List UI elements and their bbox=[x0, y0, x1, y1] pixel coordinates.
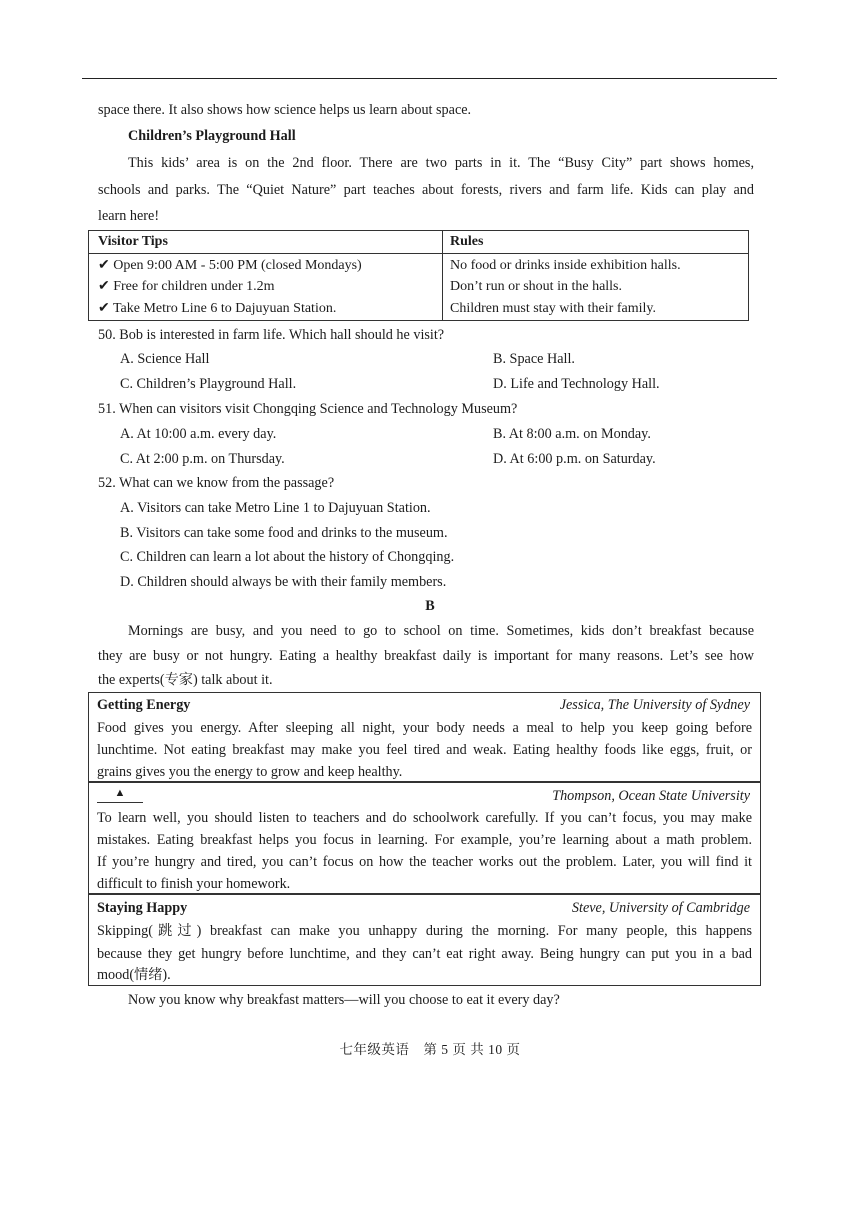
option-b[interactable]: B. At 8:00 a.m. on Monday. bbox=[493, 426, 651, 442]
expert-text-line: mood(情绪). bbox=[97, 967, 171, 983]
heading-blank: ▲ bbox=[97, 786, 143, 803]
option-b[interactable]: B. Visitors can take some food and drinks to the museum. bbox=[120, 525, 448, 541]
table-cell-rule: Don’t run or shout in the halls. bbox=[450, 279, 623, 294]
question-stem: 52. What can we know from the passage? bbox=[98, 475, 335, 491]
expert-text-line: because they get hungry before lunchtime, and they can’t eat right away. Being hungry can put you in a bad bbox=[97, 946, 752, 962]
section-b-intro-line: they are busy or not hungry. Eating a healthy breakfast daily is important for many reasons. Let’s see how bbox=[98, 648, 754, 664]
expert-box-focus bbox=[88, 782, 761, 894]
section-b-intro-line: the experts(专家) talk about it. bbox=[98, 672, 273, 688]
hall-paragraph-line: This kids’ area is on the 2nd floor. There are two parts in it. The “Busy City” part shows homes, bbox=[128, 155, 754, 171]
table-cell-rule: Children must stay with their family. bbox=[450, 301, 656, 316]
expert-text-line: lunchtime. Not eating breakfast may make you feel tired and weak. Eating healthy foods like eggs, fruit, or bbox=[97, 742, 752, 758]
hall-paragraph-line: learn here! bbox=[98, 208, 160, 224]
option-a[interactable]: A. Science Hall bbox=[120, 351, 210, 367]
option-d[interactable]: D. Children should always be with their family members. bbox=[120, 574, 447, 590]
option-b[interactable]: B. Space Hall. bbox=[493, 351, 575, 367]
table-header-rules: Rules bbox=[450, 234, 484, 249]
section-b-label: B bbox=[425, 598, 435, 614]
table-column-divider bbox=[442, 231, 443, 320]
expert-text-line: mistakes. Eating breakfast helps you focus in learning. For example, you’re learning about a math problem. bbox=[97, 832, 752, 848]
expert-text-line: difficult to finish your homework. bbox=[97, 876, 291, 892]
expert-heading: Getting Energy bbox=[97, 697, 191, 713]
expert-text-line: To learn well, you should listen to teachers and do schoolwork carefully. If you can’t focus, you may make bbox=[97, 810, 752, 826]
option-d[interactable]: D. At 6:00 p.m. on Saturday. bbox=[493, 451, 656, 467]
expert-author: Thompson, Ocean State University bbox=[552, 788, 750, 804]
expert-text-line: Skipping(跳过) breakfast can make you unhappy during the morning. For many people, this happens bbox=[97, 923, 752, 939]
hall-title: Children’s Playground Hall bbox=[128, 128, 296, 144]
hall-paragraph-line: schools and parks. The “Quiet Nature” part teaches about forests, rivers and farm life. Kids can play and bbox=[98, 182, 754, 198]
table-cell-tip: ✔ Take Metro Line 6 to Dajuyuan Station. bbox=[98, 301, 337, 316]
table-header-divider bbox=[89, 253, 748, 254]
expert-text-line: grains gives you the energy to grow and keep healthy. bbox=[97, 764, 403, 780]
visitor-tips-table bbox=[88, 230, 749, 321]
header-rule bbox=[82, 78, 777, 79]
expert-box-energy bbox=[88, 692, 761, 782]
expert-author: Jessica, The University of Sydney bbox=[559, 697, 750, 713]
option-c[interactable]: C. At 2:00 p.m. on Thursday. bbox=[120, 451, 285, 467]
expert-box-happy bbox=[88, 894, 761, 986]
option-a[interactable]: A. Visitors can take Metro Line 1 to Dajuyuan Station. bbox=[120, 500, 431, 516]
table-header-visitor-tips: Visitor Tips bbox=[98, 234, 168, 249]
question-stem: 50. Bob is interested in farm life. Which hall should he visit? bbox=[98, 327, 445, 343]
question-stem: 51. When can visitors visit Chongqing Science and Technology Museum? bbox=[98, 401, 518, 417]
table-cell-tip: ✔ Open 9:00 AM - 5:00 PM (closed Mondays) bbox=[98, 258, 362, 273]
option-c[interactable]: C. Children’s Playground Hall. bbox=[120, 376, 297, 392]
expert-heading: Staying Happy bbox=[97, 900, 188, 916]
expert-text-line: If you’re hungry and tired, you can’t focus on how the teacher works out the problem. Later, you will find it bbox=[97, 854, 752, 870]
option-c[interactable]: C. Children can learn a lot about the history of Chongqing. bbox=[120, 549, 455, 565]
page-footer: 七年级英语 第 5 页 共 10 页 bbox=[339, 1042, 521, 1057]
table-cell-rule: No food or drinks inside exhibition halls. bbox=[450, 258, 681, 273]
option-a[interactable]: A. At 10:00 a.m. every day. bbox=[120, 426, 277, 442]
closing-text: Now you know why breakfast matters—will you choose to eat it every day? bbox=[128, 992, 560, 1008]
option-d[interactable]: D. Life and Technology Hall. bbox=[493, 376, 660, 392]
intro-tail-text: space there. It also shows how science helps us learn about space. bbox=[98, 102, 472, 118]
table-cell-tip: ✔ Free for children under 1.2m bbox=[98, 279, 275, 294]
section-b-intro-line: Mornings are busy, and you need to go to school on time. Sometimes, kids don’t breakfast because bbox=[128, 623, 754, 639]
expert-author: Steve, University of Cambridge bbox=[571, 900, 750, 916]
expert-text-line: Food gives you energy. After sleeping all night, your body needs a meal to help you keep going before bbox=[97, 720, 752, 736]
